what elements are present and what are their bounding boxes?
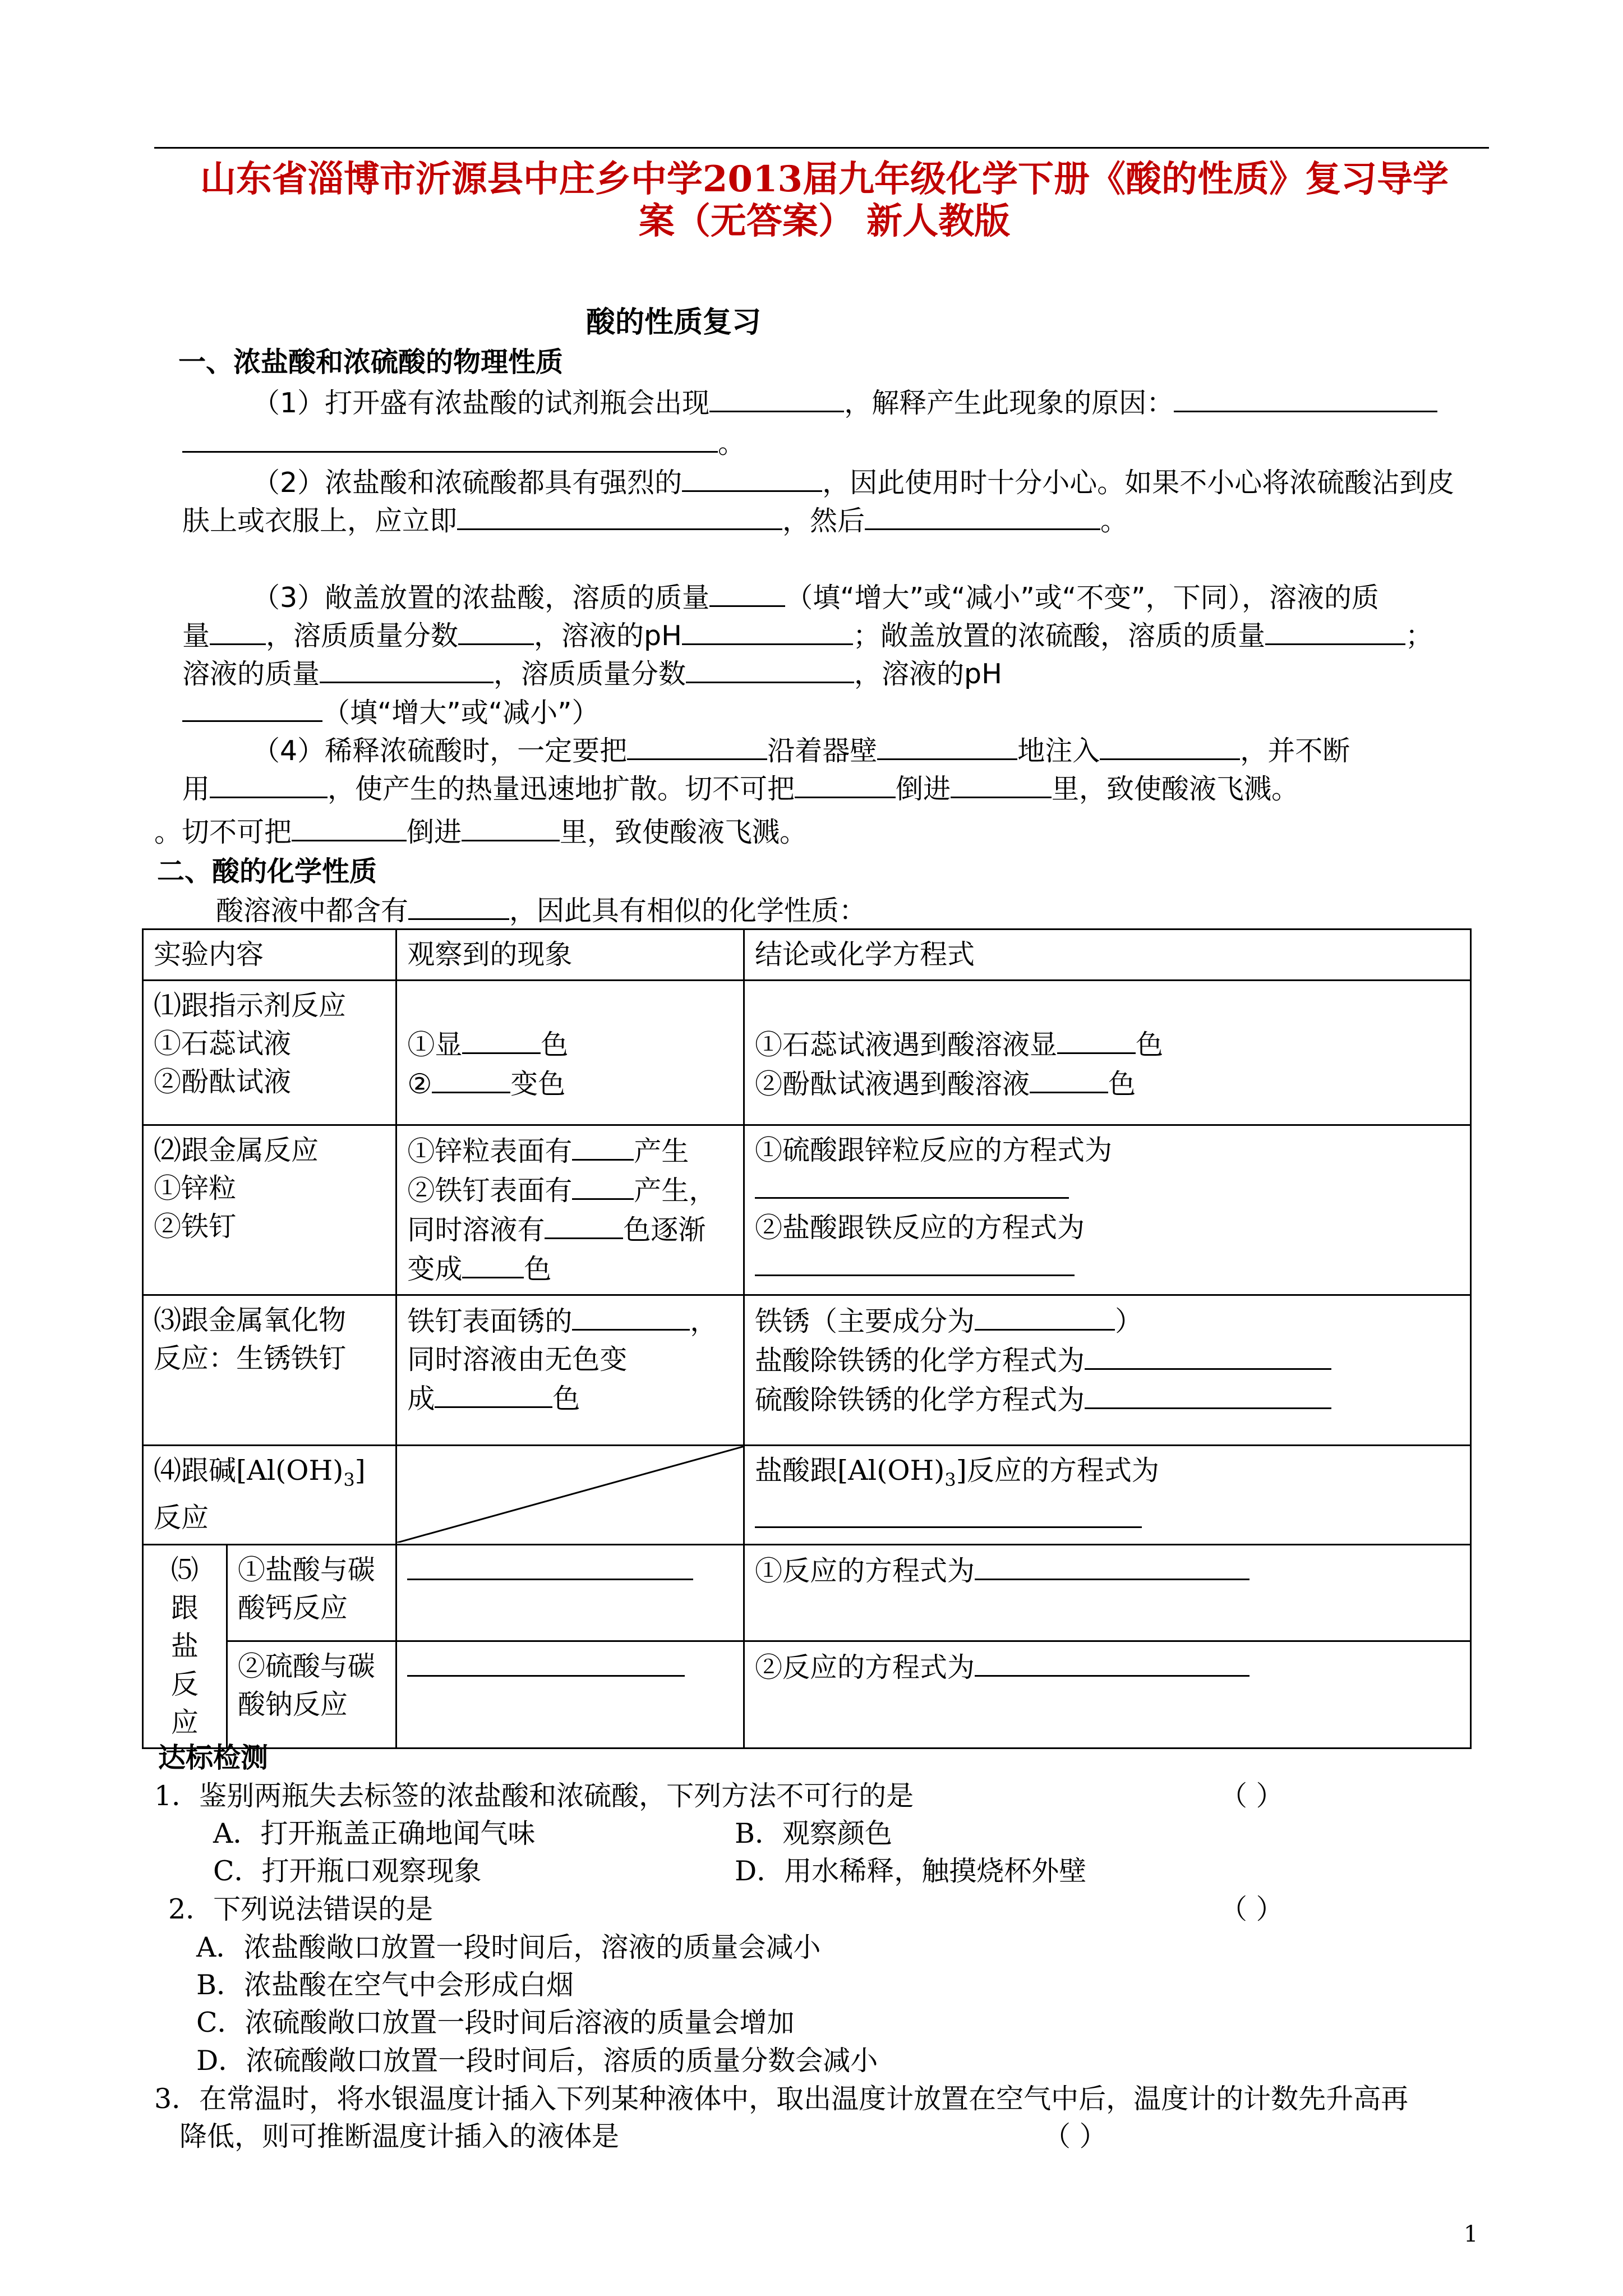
quiz-heading: 达标检测 <box>158 1741 269 1774</box>
table-cell: ①锌粒表面有 产生 ②铁钉表面有 产生， 同时溶液有 色逐渐 变成 色 <box>396 1125 744 1295</box>
q3-line2: 量 ，溶质质量分数 ，溶液的pH ；敞盖放置的浓硫酸，溶质的质量 ； <box>182 614 1433 654</box>
table-cell: ②反应的方程式为 <box>744 1641 1471 1749</box>
table-cell: 盐酸跟$[Al(OH)_3]$反应的方程式为 <box>744 1446 1471 1545</box>
table-cell: ⑵跟金属反应 ①锌粒 ②铁钉 <box>143 1125 396 1295</box>
table-cell: ①石蕊试液遇到酸溶液显 色 ②酚酞试液遇到酸溶液 色 <box>744 981 1471 1125</box>
q2-line1: （2）浓盐酸和浓硫酸都具有强烈的 ，因此使用时十分小心。如果不小心将浓硫酸沾到皮 <box>252 461 1454 500</box>
quiz-q3-line2: 降低，则可推断温度计插入的液体是 <box>179 2120 620 2152</box>
table-row <box>143 1125 1471 1295</box>
table-header: 结论或化学方程式 <box>744 930 1471 981</box>
table-header: 实验内容 <box>143 930 396 981</box>
quiz-q3-line1: 3．在常温时，将水银温度计插入下列某种液体中，取出温度计放置在空气中后，温度计的计数先升高再 <box>154 2083 1409 2115</box>
document-title-line1: 山东省淄博市沂源县中庄乡中学2013届九年级化学下册《酸的性质》复习导学 <box>200 158 1449 200</box>
table-cell: ⑶跟金属氧化物 反应：生锈铁钉 <box>143 1295 396 1446</box>
q1-option-b: B．观察颜色 <box>735 1818 893 1849</box>
q3-line4: （填“增大”或“减小”） <box>182 691 600 730</box>
table-cell: ⑷跟碱$[Al(OH)_3]$ 反应 <box>143 1446 396 1545</box>
table-cell: ①显 色 ② 变色 <box>396 981 744 1125</box>
q4-line2: 用 ，使产生的热量迅速地扩散。切不可把 倒进 里，致使酸液飞溅。 <box>182 767 1299 807</box>
quiz-q1: 1．鉴别两瓶失去标签的浓盐酸和浓硫酸，下列方法不可行的是 <box>154 1780 914 1812</box>
table-row <box>143 1544 1471 1641</box>
q3-line1: （3）敞盖放置的浓盐酸，溶质的质量 （填“增大”或“减小”或“不变”，下同），溶液的质 <box>252 576 1379 615</box>
q2-option-a: A．浓盐酸敞口放置一段时间后，溶液的质量会减小 <box>196 1931 821 1963</box>
answer-paren: （ ） <box>1220 1893 1284 1925</box>
section2-intro: 酸溶液中都含有 ，因此具有相似的化学性质： <box>216 889 866 928</box>
table-cell: ⑸ 跟 盐 反 应 <box>143 1544 227 1748</box>
table-cell: ①反应的方程式为 <box>744 1544 1471 1641</box>
header-rule <box>154 147 1489 149</box>
table-cell: 铁钉表面锈的 ， 同时溶液由无色变 成 色 <box>396 1295 744 1446</box>
q2-option-c: C．浓硫酸敞口放置一段时间后溶液的质量会增加 <box>196 2007 795 2039</box>
table-row <box>143 981 1471 1125</box>
table-cell-empty <box>396 1446 744 1545</box>
q1-option-d: D．用水稀释，触摸烧杯外壁 <box>735 1855 1087 1887</box>
table-cell: ⑴跟指示剂反应 ①石蕊试液 ②酚酞试液 <box>143 981 396 1125</box>
experiment-table <box>142 928 1472 1749</box>
q1-line2: 。 <box>182 422 745 461</box>
section2-heading: 二、酸的化学性质 <box>157 855 377 887</box>
table-cell: ②硫酸与碳 酸钠反应 <box>227 1641 396 1749</box>
document-title-line2: 案（无答案） 新人教版 <box>638 200 1011 242</box>
q1-option-c: C．打开瓶口观察现象 <box>213 1855 482 1887</box>
table-row <box>143 1295 1471 1446</box>
table-row <box>143 1446 1471 1545</box>
table-cell <box>396 1544 744 1641</box>
section-title: 酸的性质复习 <box>586 306 762 339</box>
answer-paren: （ ） <box>1043 2120 1107 2152</box>
table-header-row <box>143 930 1471 981</box>
table-cell: 铁锈（主要成分为 ） 盐酸除铁锈的化学方程式为 硫酸除铁锈的化学方程式为 <box>744 1295 1471 1446</box>
q2-line2: 肤上或衣服上，应立即 ，然后 。 <box>182 499 1128 539</box>
page-number: 1 <box>1464 2221 1478 2247</box>
table-header: 观察到的现象 <box>396 930 744 981</box>
q2-option-b: B．浓盐酸在空气中会形成白烟 <box>196 1969 574 2001</box>
diagonal-line <box>397 1446 745 1543</box>
answer-paren: （ ） <box>1220 1780 1284 1812</box>
table-cell <box>396 1641 744 1749</box>
table-row <box>143 1641 1471 1749</box>
table-cell: ①硫酸跟锌粒反应的方程式为 ②盐酸跟铁反应的方程式为 <box>744 1125 1471 1295</box>
q2-option-d: D．浓硫酸敞口放置一段时间后，溶质的质量分数会减小 <box>196 2045 878 2077</box>
quiz-q2: 2．下列说法错误的是 <box>168 1893 434 1925</box>
table-cell: ①盐酸与碳 酸钙反应 <box>227 1544 396 1641</box>
section1-heading: 一、浓盐酸和浓硫酸的物理性质 <box>178 346 564 378</box>
q1-option-a: A．打开瓶盖正确地闻气味 <box>213 1818 536 1849</box>
q4-duplicate-line: 。切不可把 倒进 里，致使酸液飞溅。 <box>154 811 807 850</box>
q4-line1: （4）稀释浓硫酸时，一定要把 沿着器壁 地注入 ，并不断 <box>252 729 1350 769</box>
q1-line: （1）打开盛有浓盐酸的试剂瓶会出现 ，解释产生此现象的原因： <box>252 381 1437 421</box>
q3-line3: 溶液的质量 ，溶质质量分数 ，溶液的pH <box>182 652 1002 692</box>
